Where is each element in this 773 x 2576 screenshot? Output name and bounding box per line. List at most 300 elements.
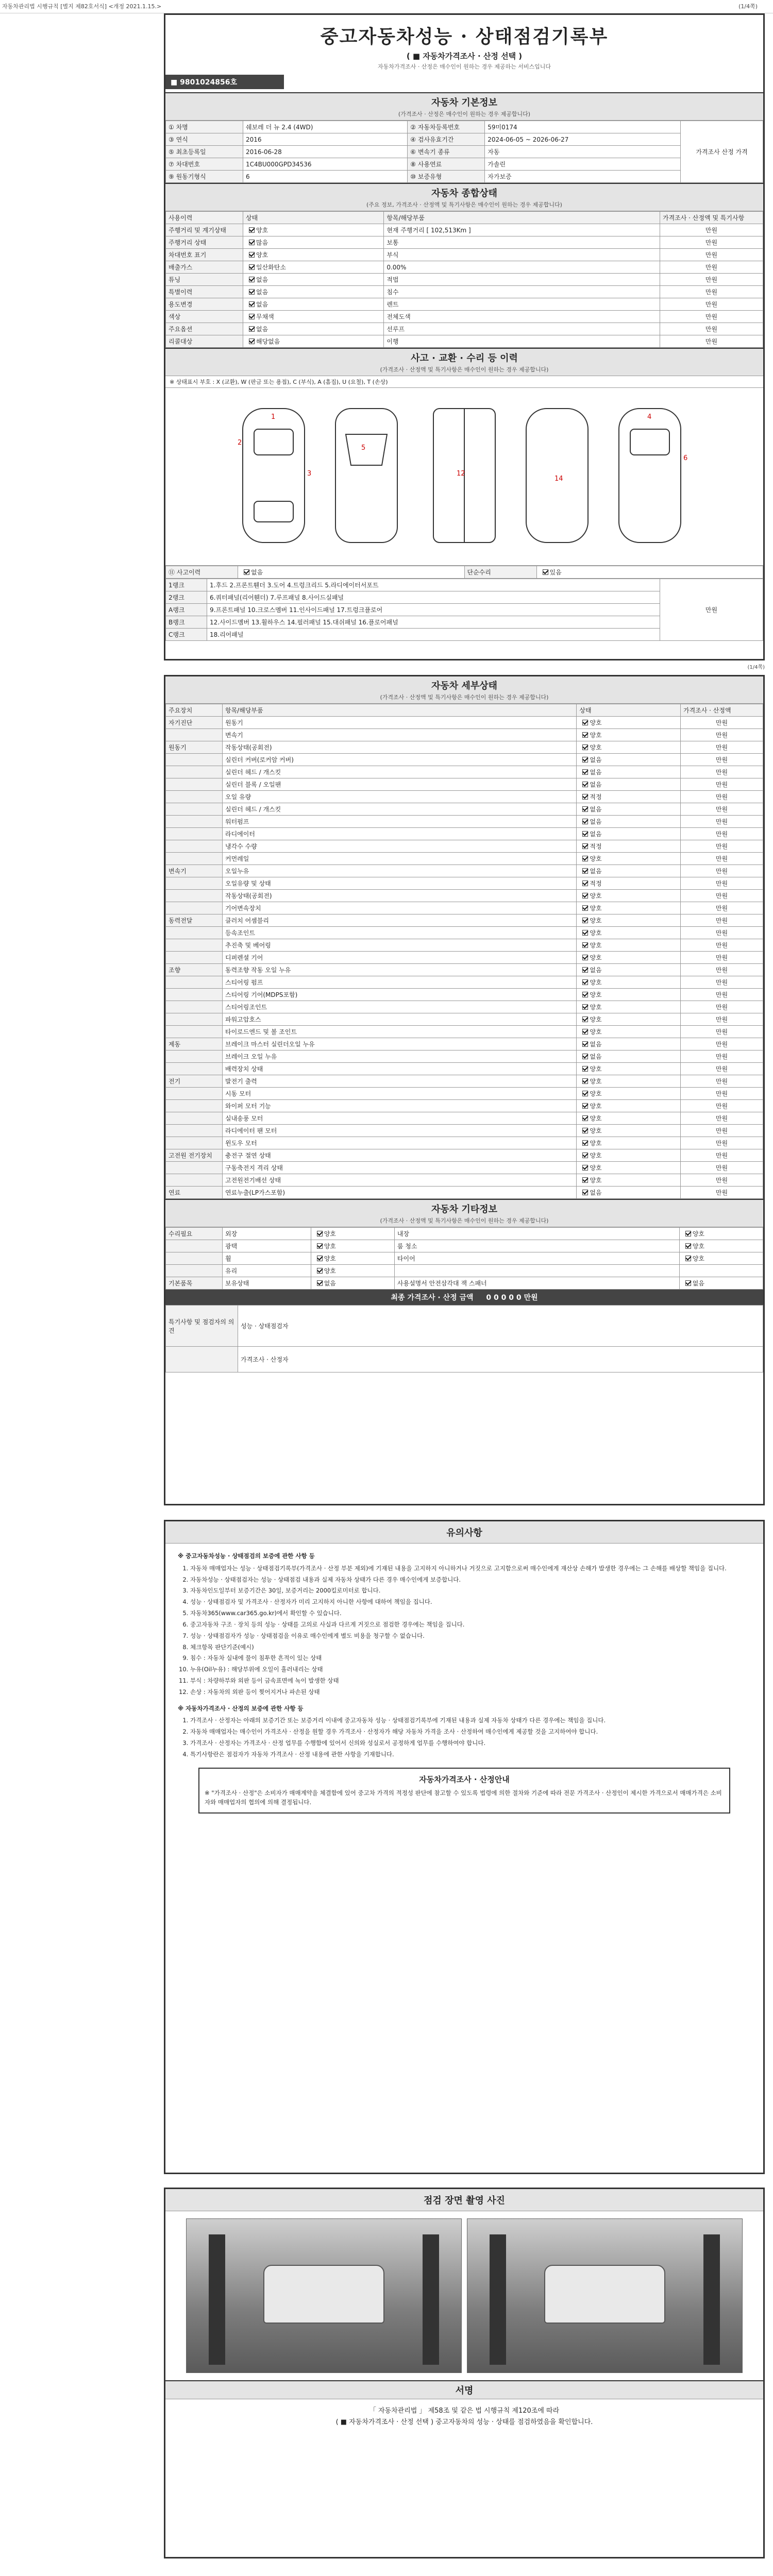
detail-device [166, 927, 223, 939]
detail-status-checkbox[interactable] [582, 843, 588, 849]
summary-status-text: 무채색 [256, 313, 274, 320]
detail-device: 원동기 [166, 741, 223, 754]
detail-device [166, 729, 223, 741]
detail-price: 만원 [681, 828, 763, 840]
detail-status-checkbox[interactable] [582, 893, 588, 899]
detail-price: 만원 [681, 1162, 763, 1174]
svg-text:3: 3 [307, 470, 312, 478]
special-notes-label: 특기사항 및 점검자의 의견 [166, 1306, 238, 1347]
simple-repair-checkbox[interactable] [543, 569, 548, 575]
detail-part: 냉각수 수량 [223, 840, 577, 853]
detail-status-checkbox[interactable] [582, 979, 588, 985]
etc-status-text: 양호 [692, 1243, 704, 1250]
detail-row [166, 803, 763, 816]
rank-row [166, 579, 763, 591]
etc-status-checkbox[interactable] [317, 1280, 323, 1286]
detail-device [166, 803, 223, 816]
detail-status-text: 양호 [590, 1028, 602, 1036]
detail-status-text: 없음 [590, 806, 602, 813]
notice-list-2 [178, 1716, 751, 1759]
summary-row [166, 298, 763, 311]
etc-status-text: 없음 [692, 1280, 704, 1287]
basic-value: 쉐보레 더 뉴 2.4 (4WD) [243, 121, 408, 133]
detail-status-checkbox[interactable] [582, 1140, 588, 1146]
detail-status [577, 1174, 681, 1187]
detail-status-text: 양호 [590, 1164, 602, 1172]
summary-status-text: 양호 [256, 227, 268, 234]
detail-status [577, 1187, 681, 1199]
rank-parts: 1.후드 2.프론트휀더 3.도어 4.트렁크리드 5.라디에이터서포트 [207, 579, 660, 591]
detail-price: 만원 [681, 902, 763, 914]
etc-status-checkbox[interactable] [317, 1231, 323, 1236]
etc-item: 룸 청소 [394, 1240, 679, 1252]
summary-item: 튜닝 [166, 274, 243, 286]
etc-note: (가격조사 · 산정액 및 특기사항은 매수인이 원하는 경우 제공합니다) [380, 1217, 549, 1224]
notice-item: 3. 자동차인도일부터 보증기간은 30일, 보증거리는 2000킬로미터로 합니다. [190, 1586, 751, 1596]
summary-column-header: 항목/해당부품 [384, 212, 660, 224]
detail-status-text: 양호 [590, 1140, 602, 1147]
detail-part: 실내송풍 모터 [223, 1112, 577, 1125]
detail-part: 실린더 헤드 / 개스킷 [223, 803, 577, 816]
summary-note: (주요 정보, 가격조사 · 산정액 및 특기사항은 매수인이 원하는 경우 제공합니다) [366, 201, 562, 208]
detail-row [166, 1050, 763, 1063]
detail-device: 동력전달 [166, 914, 223, 927]
etc-item: 휠 [223, 1252, 311, 1265]
detail-part: 배력장치 상태 [223, 1063, 577, 1075]
detail-price: 만원 [681, 914, 763, 927]
summary-status [243, 249, 384, 261]
detail-status-checkbox[interactable] [582, 1177, 588, 1183]
inspection-photos [165, 2211, 763, 2380]
etc-status-checkbox[interactable] [685, 1231, 691, 1236]
detail-status-checkbox[interactable] [582, 955, 588, 960]
detail-status-checkbox[interactable] [582, 1004, 588, 1010]
detail-status [577, 853, 681, 865]
accident-none-checkbox[interactable] [244, 569, 249, 575]
summary-status [243, 261, 384, 274]
detail-device [166, 778, 223, 791]
detail-price: 만원 [681, 840, 763, 853]
detail-price: 만원 [681, 877, 763, 890]
detail-device [166, 791, 223, 803]
detail-row [166, 890, 763, 902]
detail-status-checkbox[interactable] [582, 744, 588, 750]
detail-price: 만원 [681, 1100, 763, 1112]
summary-item: 주행거리 및 계기상태 [166, 224, 243, 236]
detail-part: 라디에이터 팬 모터 [223, 1125, 577, 1137]
notice-item: 11. 부식 : 차량하부와 외판 등이 금속표면에 녹이 발생한 상태 [190, 1676, 751, 1686]
summary-table [165, 211, 763, 348]
document-topbar [0, 0, 773, 13]
summary-detail: 렌트 [384, 298, 660, 311]
detail-column-header: 가격조사 · 산정액 [681, 704, 763, 717]
detail-part: 고전원전기배선 상태 [223, 1174, 577, 1187]
summary-title: 자동차 종합상태 [431, 188, 497, 199]
detail-row [166, 1112, 763, 1125]
detail-status [577, 1063, 681, 1075]
detail-price: 만원 [681, 729, 763, 741]
document-number: ■ 9801024856호 [165, 75, 284, 89]
detail-row [166, 939, 763, 952]
etc-status-checkbox[interactable] [685, 1280, 691, 1286]
page-2 [164, 675, 765, 1505]
detail-status-checkbox[interactable] [582, 831, 588, 837]
summary-status-checkbox[interactable] [249, 264, 255, 270]
etc-status-text: 양호 [324, 1267, 336, 1275]
detail-row [166, 766, 763, 778]
etc-row [166, 1240, 763, 1252]
detail-part: 파워고압호스 [223, 1013, 577, 1026]
detail-status-checkbox[interactable] [582, 1128, 588, 1133]
summary-item: 주행거리 상태 [166, 236, 243, 249]
summary-status-checkbox[interactable] [249, 326, 255, 332]
detail-device: 변속기 [166, 865, 223, 877]
detail-status-text: 없음 [590, 756, 602, 764]
inspection-photo [467, 2218, 743, 2373]
detail-price: 만원 [681, 1001, 763, 1013]
detail-status-checkbox[interactable] [582, 1153, 588, 1158]
detail-status-text: 양호 [590, 719, 602, 726]
detail-status [577, 1137, 681, 1149]
detail-device [166, 1088, 223, 1100]
detail-status-text: 양호 [590, 905, 602, 912]
notice-item: 12. 손상 : 자동차의 외판 등이 찢어지거나 파손된 상태 [190, 1688, 751, 1697]
etc-status-checkbox[interactable] [685, 1243, 691, 1249]
detail-price: 만원 [681, 1125, 763, 1137]
detail-row [166, 952, 763, 964]
detail-part: 작동상태(공회전) [223, 890, 577, 902]
signature-line-2: ( ■ 자동차가격조사 · 산정 선택 ) 중고자동차의 성능 · 상태를 점검하였음을 확인합니다. [335, 2418, 593, 2427]
basic-info-table [165, 121, 763, 183]
detail-row [166, 1162, 763, 1174]
summary-column-header: 상태 [243, 212, 384, 224]
special-inspector: 성능 · 상태점검자 [238, 1306, 763, 1347]
detail-status-checkbox[interactable] [582, 720, 588, 725]
summary-status-checkbox[interactable] [249, 227, 255, 233]
detail-price: 만원 [681, 754, 763, 766]
detail-status [577, 914, 681, 927]
detail-status [577, 1112, 681, 1125]
summary-row [166, 249, 763, 261]
detail-device [166, 766, 223, 778]
summary-price: 만원 [660, 286, 763, 298]
detail-status-checkbox[interactable] [582, 1078, 588, 1084]
detail-status [577, 1050, 681, 1063]
detail-price: 만원 [681, 853, 763, 865]
detail-status [577, 766, 681, 778]
notice-item: 10. 누유(Oil누유) : 해당부위에 오일이 흘러내리는 상태 [190, 1665, 751, 1674]
summary-status-text: 없음 [256, 326, 268, 333]
notice-item: 7. 성능 · 상태점검자가 성능 · 상태점검을 이유로 매수인에게 별도 비용을 청구할 수 없습니다. [190, 1632, 751, 1641]
etc-status [311, 1252, 394, 1265]
detail-part: 작동상태(공회전) [223, 741, 577, 754]
svg-text:5: 5 [361, 444, 366, 452]
summary-status-checkbox[interactable] [249, 338, 255, 344]
basic-value: 가솔린 [485, 158, 681, 171]
detail-status-checkbox[interactable] [582, 856, 588, 861]
etc-status [311, 1277, 394, 1290]
detail-row [166, 964, 763, 976]
detail-status-text: 양호 [590, 1115, 602, 1122]
detail-device [166, 939, 223, 952]
detail-device [166, 754, 223, 766]
detail-part: 발전기 출력 [223, 1075, 577, 1088]
detail-row [166, 1100, 763, 1112]
etc-table [165, 1227, 763, 1290]
accident-title: 사고 · 교환 · 수리 등 이력 [411, 353, 518, 364]
etc-status-checkbox[interactable] [317, 1243, 323, 1249]
detail-status-checkbox[interactable] [582, 819, 588, 824]
detail-status-checkbox[interactable] [582, 880, 588, 886]
etc-status-checkbox[interactable] [317, 1256, 323, 1261]
form-reference: 자동차관리법 시행규칙 [별지 제82호서식] <개정 2021.1.15.> [2, 3, 162, 10]
detail-column-header: 주요장치 [166, 704, 223, 717]
rank-parts: 9.프론트패널 10.크로스멤버 11.인사이드패널 17.트렁크플로어 [207, 604, 660, 616]
summary-status-text: 없음 [256, 276, 268, 283]
detail-status-checkbox[interactable] [582, 942, 588, 948]
signature-block [165, 2399, 763, 2434]
detail-price: 만원 [681, 1038, 763, 1050]
detail-status-checkbox[interactable] [582, 732, 588, 738]
notice-item: 6. 중고자동차 구조 · 장치 등의 성능 · 상태를 고의로 사실과 다르게 거짓으로 점검한 경우에는 책임을 집니다. [190, 1620, 751, 1630]
detail-device [166, 840, 223, 853]
detail-status-checkbox[interactable] [582, 1091, 588, 1096]
detail-device [166, 976, 223, 989]
photos-title: 점검 장면 촬영 사진 [424, 2195, 505, 2206]
detail-status-text: 적정 [590, 880, 602, 887]
basic-row [166, 146, 763, 158]
price-guide-title: 자동차가격조사 · 산정안내 [419, 1774, 510, 1784]
etc-status [311, 1228, 394, 1240]
detail-status [577, 754, 681, 766]
detail-status-checkbox[interactable] [582, 930, 588, 936]
detail-table [165, 704, 763, 1199]
detail-status-checkbox[interactable] [582, 1029, 588, 1035]
summary-price: 만원 [660, 274, 763, 286]
etc-row [166, 1265, 763, 1277]
detail-status-checkbox[interactable] [582, 992, 588, 997]
detail-status-text: 없음 [590, 1041, 602, 1048]
detail-part: 스티어링 기어(MDPS포함) [223, 989, 577, 1001]
detail-part: 오일누유 [223, 865, 577, 877]
detail-device [166, 890, 223, 902]
detail-status-checkbox[interactable] [582, 967, 588, 973]
etc-status-text: 없음 [324, 1280, 336, 1287]
basic-row [166, 133, 763, 146]
detail-status-checkbox[interactable] [582, 868, 588, 874]
detail-status-text: 없음 [590, 868, 602, 875]
detail-price: 만원 [681, 816, 763, 828]
summary-detail: 선루프 [384, 323, 660, 335]
basic-row [166, 121, 763, 133]
final-price-label: 최종 가격조사 · 산정 금액 [391, 1294, 474, 1302]
summary-status-text: 해당없음 [256, 338, 280, 345]
summary-price: 만원 [660, 261, 763, 274]
svg-text:2: 2 [238, 439, 242, 447]
detail-part: 변속기 [223, 729, 577, 741]
detail-status [577, 927, 681, 939]
summary-price: 만원 [660, 298, 763, 311]
detail-status [577, 1125, 681, 1137]
detail-status-text: 없음 [590, 769, 602, 776]
notice-item: 1. 자동차 매매업자는 성능 · 상태점검기록부(가격조사 · 산정 부분 제외)에 기재된 내용을 고지하지 아니하거나 거짓으로 고지함으로써 매수인에게 재산상 손해가 발생한 경우에는 그 손해를 배상할 책임을 집니다. [190, 1564, 751, 1573]
detail-part: 타이로드엔드 및 볼 조인트 [223, 1026, 577, 1038]
detail-status [577, 989, 681, 1001]
etc-status-text: 양호 [324, 1243, 336, 1250]
detail-device [166, 1063, 223, 1075]
detail-status-checkbox[interactable] [582, 1016, 588, 1022]
detail-status-text: 양호 [590, 1177, 602, 1184]
etc-item: 사용설명서 안전삼각대 잭 스패너 [394, 1277, 679, 1290]
detail-device [166, 1125, 223, 1137]
detail-status-text: 양호 [590, 1103, 602, 1110]
detail-part: 브레이크 마스터 실린더오일 누유 [223, 1038, 577, 1050]
summary-status-checkbox[interactable] [249, 252, 255, 258]
detail-status-text: 양호 [590, 979, 602, 986]
basic-row [166, 158, 763, 171]
summary-price: 만원 [660, 236, 763, 249]
detail-part: 라디에이터 [223, 828, 577, 840]
detail-row [166, 778, 763, 791]
summary-row [166, 323, 763, 335]
detail-price: 만원 [681, 717, 763, 729]
detail-status-text: 양호 [590, 892, 602, 900]
etc-title: 자동차 기타정보 [431, 1204, 497, 1215]
detail-status-checkbox[interactable] [582, 782, 588, 787]
detail-status-text: 양호 [590, 1090, 602, 1097]
notice-item: 4. 성능 · 상태점검자 및 가격조사 · 산정자가 미리 고지하지 아니한 사항에 대하여 책임을 집니다. [190, 1598, 751, 1607]
summary-detail: 부식 [384, 249, 660, 261]
etc-status-checkbox[interactable] [317, 1268, 323, 1274]
detail-status-checkbox[interactable] [582, 769, 588, 775]
detail-status-checkbox[interactable] [582, 806, 588, 812]
detail-device: 조향 [166, 964, 223, 976]
price-guide-text: ※ "가격조사 · 산정"은 소비자가 매매계약을 체결함에 있어 중고차 가격의 적정성 판단에 참고할 수 있도록 법령에 의한 절차와 기준에 따라 전문 가격조사 · 산정인이 제시한 가격으로서 매매가격은 소비자와 매매업자의 협의에 의해 결정됩니다. [205, 1789, 722, 1806]
detail-device: 제동 [166, 1038, 223, 1050]
detail-status-text: 양호 [590, 942, 602, 949]
summary-status-checkbox[interactable] [249, 301, 255, 307]
detail-status [577, 890, 681, 902]
simple-repair-label: 단순수리 [464, 566, 536, 579]
svg-text:14: 14 [554, 475, 563, 483]
notice-item: 1. 가격조사 · 산정자는 아래의 보증기간 또는 보증거리 이내에 중고자동차 성능 · 상태점검기록부에 기재된 내용과 실제 자동차 상태가 다른 경우에는 책임을 집니다. [190, 1716, 751, 1725]
page-1 [164, 13, 765, 660]
detail-row [166, 1137, 763, 1149]
summary-status-text: 없음 [256, 301, 268, 308]
detail-status [577, 1038, 681, 1050]
detail-status [577, 1075, 681, 1088]
detail-price: 만원 [681, 1112, 763, 1125]
basic-label: ⑥ 변속기 종류 [408, 146, 485, 158]
detail-status-checkbox[interactable] [582, 1165, 588, 1171]
summary-price: 만원 [660, 335, 763, 348]
simple-repair-text: 있음 [549, 569, 562, 576]
detail-status-checkbox[interactable] [582, 1103, 588, 1109]
detail-device [166, 828, 223, 840]
detail-price: 만원 [681, 741, 763, 754]
etc-status-text: 양호 [324, 1255, 336, 1262]
detail-row [166, 914, 763, 927]
notice-item: 9. 침수 : 자동차 실내에 물이 침투한 흔적이 있는 상태 [190, 1654, 751, 1663]
detail-price: 만원 [681, 890, 763, 902]
svg-text:12: 12 [457, 470, 465, 478]
etc-group: 수리필요 [166, 1228, 223, 1240]
etc-status-text: 양호 [692, 1255, 704, 1262]
etc-group [166, 1265, 223, 1277]
detail-status-checkbox[interactable] [582, 794, 588, 800]
detail-device [166, 1100, 223, 1112]
summary-detail: 적법 [384, 274, 660, 286]
car-damage-diagram [165, 388, 763, 566]
detail-status-checkbox[interactable] [582, 905, 588, 911]
etc-item: 외장 [223, 1228, 311, 1240]
detail-price: 만원 [681, 989, 763, 1001]
etc-item: 광택 [223, 1240, 311, 1252]
detail-status-checkbox[interactable] [582, 1041, 588, 1047]
detail-status-checkbox[interactable] [582, 1054, 588, 1059]
detail-row [166, 840, 763, 853]
detail-status [577, 976, 681, 989]
detail-status-checkbox[interactable] [582, 757, 588, 762]
detail-device [166, 952, 223, 964]
detail-status [577, 1088, 681, 1100]
summary-status-checkbox[interactable] [249, 277, 255, 282]
detail-device [166, 1112, 223, 1125]
summary-price: 만원 [660, 323, 763, 335]
detail-part: 워터펌프 [223, 816, 577, 828]
detail-price: 만원 [681, 1026, 763, 1038]
detail-part: 윈도우 모터 [223, 1137, 577, 1149]
etc-status-checkbox[interactable] [685, 1256, 691, 1261]
detail-price: 만원 [681, 1088, 763, 1100]
signature-title: 서명 [455, 2385, 474, 2396]
detail-row [166, 1088, 763, 1100]
detail-row [166, 1013, 763, 1026]
svg-text:1: 1 [271, 413, 276, 421]
basic-value: 2024-06-05 ~ 2026-06-27 [485, 133, 681, 146]
warranty-heading: ※ 중고자동차성능 · 상태점검의 보증에 관한 사항 등 [178, 1552, 315, 1560]
basic-label: ⑧ 사용연료 [408, 158, 485, 171]
basic-label: ⑤ 최초등록일 [166, 146, 243, 158]
summary-status-checkbox[interactable] [249, 314, 255, 319]
etc-status [679, 1228, 763, 1240]
detail-status-checkbox[interactable] [582, 1190, 588, 1195]
summary-status [243, 224, 384, 236]
detail-status-checkbox[interactable] [582, 918, 588, 923]
rank-label: 2랭크 [166, 591, 207, 604]
summary-status-checkbox[interactable] [249, 240, 255, 245]
accident-note: (가격조사 · 산정액 및 특기사항은 매수인이 원하는 경우 제공합니다) [380, 366, 549, 373]
summary-item: 차대번호 표기 [166, 249, 243, 261]
detail-status-text: 양호 [590, 1152, 602, 1159]
detail-status-checkbox[interactable] [582, 1066, 588, 1072]
detail-price: 만원 [681, 1050, 763, 1063]
detail-row [166, 1187, 763, 1199]
detail-status-text: 없음 [590, 818, 602, 825]
detail-status-checkbox[interactable] [582, 1115, 588, 1121]
document-title: 중고자동차성능 · 상태점검기록부 [320, 26, 609, 47]
document-note: 자동차가격조사 · 산정은 매수인이 원하는 경우 제공하는 서비스입니다 [377, 63, 551, 70]
detail-header-row [166, 704, 763, 717]
detail-device [166, 989, 223, 1001]
detail-column-header: 상태 [577, 704, 681, 717]
notice-body [165, 1544, 763, 1827]
summary-status-checkbox[interactable] [249, 289, 255, 295]
basic-value: 자동 [485, 146, 681, 158]
summary-row [166, 286, 763, 298]
detail-status [577, 877, 681, 890]
detail-price: 만원 [681, 1137, 763, 1149]
